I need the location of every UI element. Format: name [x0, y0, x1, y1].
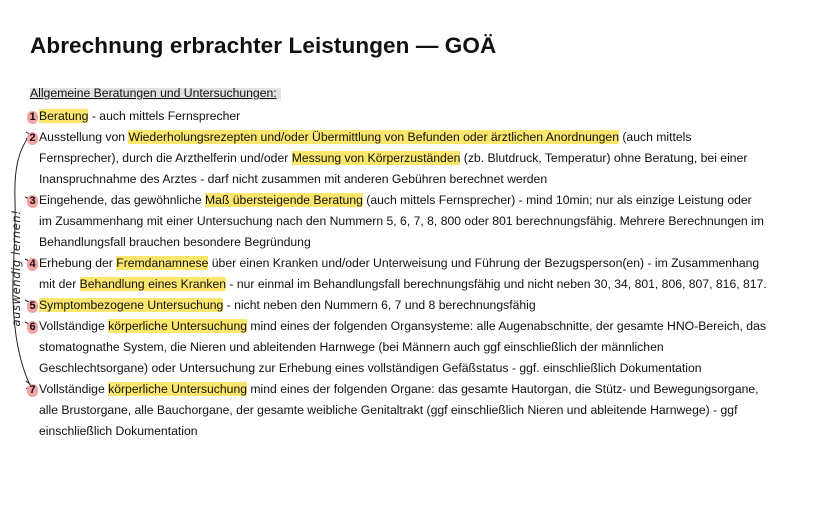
handwritten-side-note: auswendig lernen!	[9, 209, 23, 327]
item-number-badge: 2	[27, 132, 38, 145]
item-text: (auch mittels Fernsprecher) - mind 10min; nur als einzige Leistung oder	[362, 193, 752, 207]
item-line	[27, 253, 817, 274]
highlighted-term: Symptombezogene Untersuchung	[39, 298, 224, 312]
item-number-badge: 5	[27, 300, 38, 313]
highlighted-term: Wiederholungsrezepten und/oder Übermittlung von Befunden oder ärztlichen Anordnungen	[128, 130, 619, 144]
item-text: Behandlungsfall brauchen besondere Begründung	[39, 235, 311, 249]
item-text: Ausstellung von	[39, 130, 129, 144]
item-text: Eingehende, das gewöhnliche	[39, 193, 206, 207]
item-line	[27, 379, 817, 400]
goae-item-3	[27, 190, 817, 253]
highlighted-term: Maß übersteigende Beratung	[205, 193, 363, 207]
page-title: Abrechnung erbrachter Leistungen — GOÄ	[30, 33, 497, 58]
item-line	[27, 169, 817, 190]
item-line	[27, 295, 817, 316]
item-text: Geschlechtsorgane) oder Untersuchung zur Erhebung eines vollständigen Gefäßstatus - ggf. einschließlich Dokumentation	[39, 361, 702, 375]
item-text: (zb. Blutdruck, Temperatur) ohne Beratung, bei einer	[460, 151, 748, 165]
item-text: im Zusammenhang mit einer Untersuchung nach den Nummern 5, 6, 7, 8, 800 oder 801 berechnungsfähig. Mehrere Berechnungen im	[39, 214, 764, 228]
item-line	[27, 106, 817, 127]
item-number-badge: 1	[27, 111, 38, 124]
item-text: über einen Kranken und/oder Unterweisung und Führung der Bezugsperson(en) - im Zusammenhang	[208, 256, 760, 270]
item-text: - nicht neben den Nummern 6, 7 und 8 berechnungsfähig	[223, 298, 536, 312]
item-text: mit der	[39, 277, 80, 291]
item-line	[27, 148, 817, 169]
goae-item-4	[27, 253, 817, 295]
highlighted-term: Beratung	[39, 109, 89, 123]
item-text: Fernsprecher), durch die Arzthelferin und/oder	[39, 151, 292, 165]
item-text: stomatognathe System, die Nieren und ableitenden Harnwege (bei Männern auch ggf einschließlich der männlichen	[39, 340, 664, 354]
item-number-badge: 6	[27, 321, 38, 334]
item-text: Vollständige	[39, 319, 109, 333]
item-number-badge: 7	[27, 384, 38, 397]
section-heading: Allgemeine Beratungen und Untersuchungen:	[30, 86, 281, 100]
gebuehren-list	[27, 106, 817, 442]
item-text: alle Brustorgane, alle Bauchorgane, der gesamte weibliche Genitaltrakt (ggf einschließlich Nieren und ableitende Harnwege) - ggf	[39, 403, 738, 417]
item-line	[27, 232, 817, 253]
goae-item-1	[27, 106, 817, 127]
item-text: einschließlich Dokumentation	[39, 424, 198, 438]
highlighted-term: körperliche Untersuchung	[108, 319, 248, 333]
item-text: - nur einmal im Behandlungsfall berechnungsfähig und nicht neben 30, 34, 801, 806, 807, 816, 817.	[226, 277, 767, 291]
item-number-badge: 4	[27, 258, 38, 271]
item-line	[27, 400, 817, 421]
item-line	[27, 190, 817, 211]
item-line	[27, 421, 817, 442]
item-text: - auch mittels Fernsprecher	[88, 109, 241, 123]
item-line	[27, 316, 817, 337]
highlighted-term: Fremdanamnese	[116, 256, 209, 270]
item-text: mind eines der folgenden Organe: das gesamte Hautorgan, die Stütz- und Bewegungsorgane,	[247, 382, 759, 396]
item-line	[27, 358, 817, 379]
item-number-badge: 3	[27, 195, 38, 208]
item-line	[27, 274, 817, 295]
goae-item-7	[27, 379, 817, 442]
item-line	[27, 211, 817, 232]
highlighted-term: Messung von Körperzuständen	[291, 151, 461, 165]
item-line	[27, 127, 817, 148]
goae-item-2	[27, 127, 817, 190]
item-line	[27, 337, 817, 358]
item-text: Inanspruchnahme des Arztes - darf nicht zusammen mit anderen Gebühren berechnet werden	[39, 172, 548, 186]
highlighted-term: körperliche Untersuchung	[108, 382, 248, 396]
goae-item-5	[27, 295, 817, 316]
item-text: mind eines der folgenden Organsysteme: alle Augenabschnitte, der gesamte HNO-Bereich, das	[247, 319, 766, 333]
item-text: Vollständige	[39, 382, 109, 396]
highlighted-term: Behandlung eines Kranken	[79, 277, 227, 291]
item-text: (auch mittels	[618, 130, 692, 144]
goae-item-6	[27, 316, 817, 379]
item-text: Erhebung der	[39, 256, 117, 270]
